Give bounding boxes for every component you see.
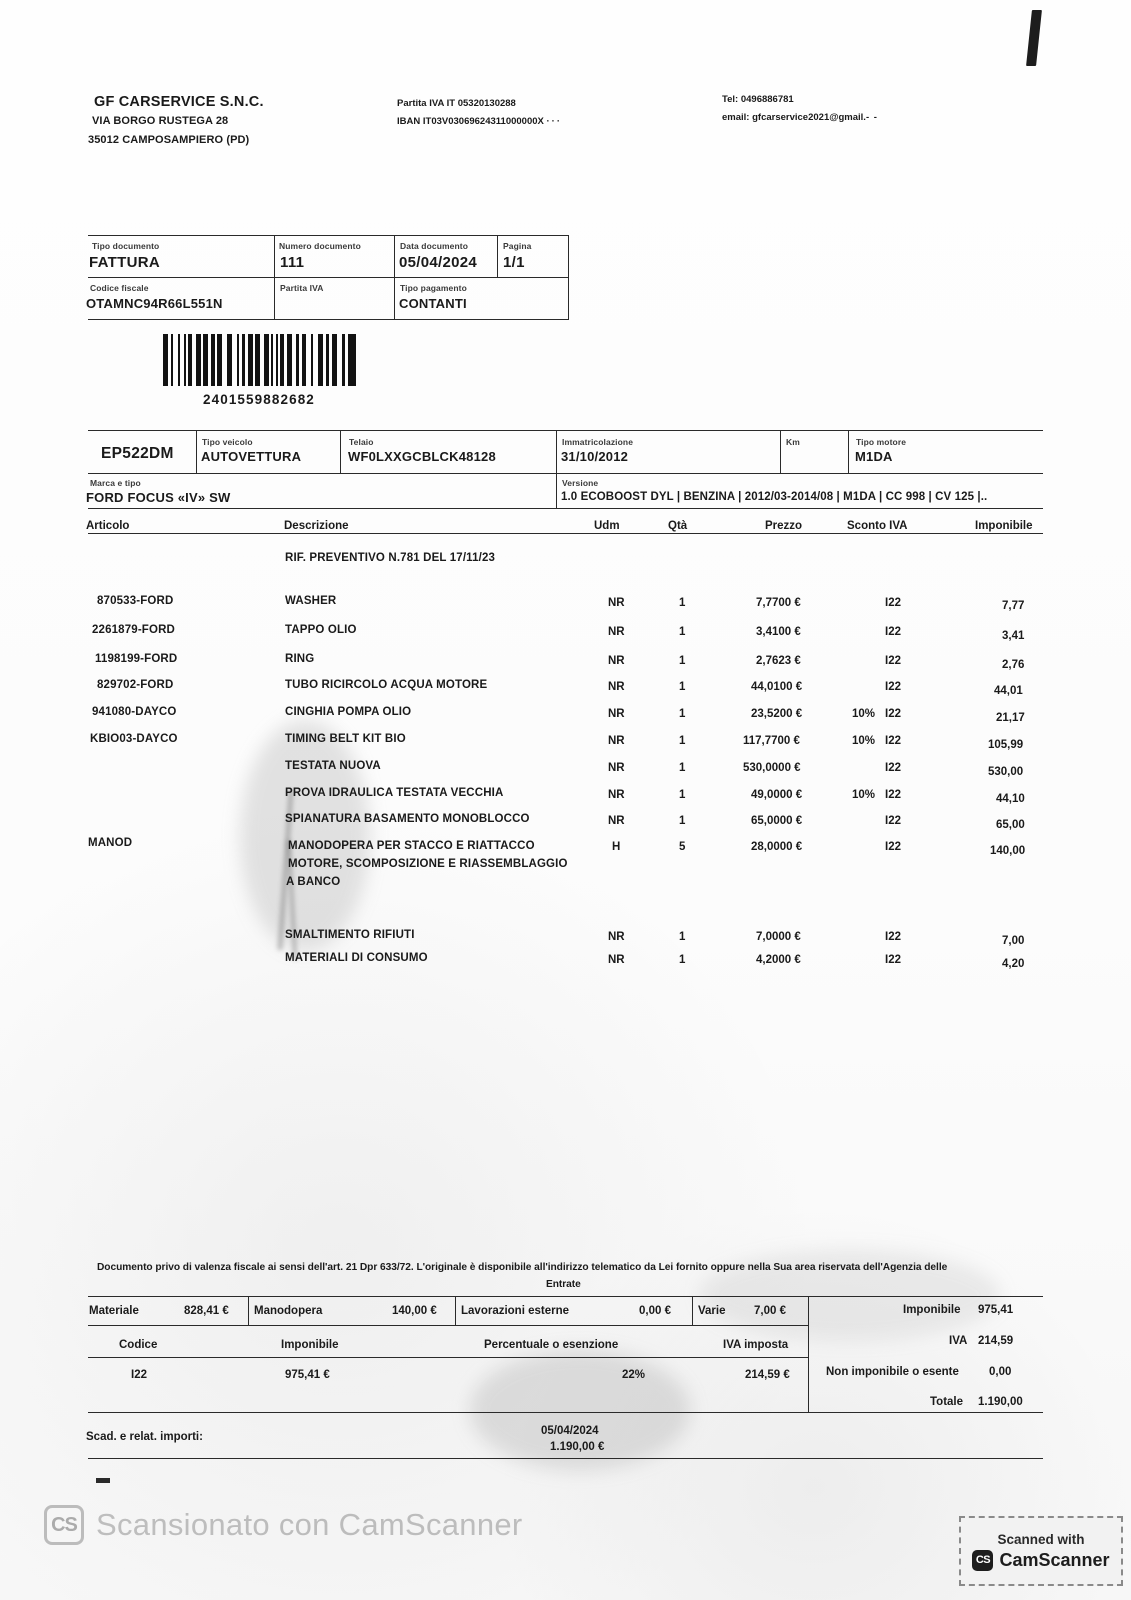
item-prezzo: 3,4100 € bbox=[756, 626, 801, 638]
tipo-motore-label: Tipo motore bbox=[856, 437, 907, 447]
tipo-veicolo-label: Tipo veicolo bbox=[202, 437, 253, 447]
tipo-motore-value: M1DA bbox=[855, 449, 893, 464]
item-articolo: 941080-DAYCO bbox=[92, 706, 177, 718]
iban-truncation-dots: ··· bbox=[546, 116, 562, 127]
item-prezzo: 23,5200 € bbox=[751, 708, 803, 720]
item-qta: 1 bbox=[679, 626, 686, 638]
item-articolo: KBIO03-DAYCO bbox=[90, 733, 178, 745]
item-imponibile: 21,17 bbox=[996, 712, 1025, 724]
vehicle-table-divider bbox=[780, 430, 781, 473]
summary-divider bbox=[692, 1296, 693, 1325]
due-bottom-border bbox=[88, 1458, 1043, 1459]
pagina-label: Pagina bbox=[503, 241, 532, 251]
labour-descrizione-line2: MOTORE, SCOMPOSIZIONE E RIASSEMBLAGGIO bbox=[288, 858, 568, 870]
item-qta: 1 bbox=[679, 954, 686, 966]
labour-imponibile: 140,00 bbox=[990, 845, 1026, 857]
marca-label: Marca e tipo bbox=[90, 478, 141, 488]
telaio-label: Telaio bbox=[349, 437, 374, 447]
codice-fiscale-value: OTAMNC94R66L551N bbox=[86, 296, 223, 311]
item-prezzo: 117,7700 € bbox=[743, 735, 800, 747]
item-imponibile: 4,20 bbox=[1002, 958, 1025, 970]
item-qta: 1 bbox=[679, 789, 686, 801]
ink-blot bbox=[96, 1478, 110, 1483]
doc-table-divider bbox=[394, 235, 395, 319]
vehicle-table-bottom-border bbox=[88, 508, 1043, 509]
item-imponibile: 2,76 bbox=[1002, 659, 1025, 671]
due-amount: 1.190,00 € bbox=[550, 1441, 605, 1453]
due-date: 05/04/2024 bbox=[541, 1425, 599, 1437]
materiale-value: 828,41 € bbox=[184, 1305, 229, 1317]
telaio-value: WF0LXXGCBLCK48128 bbox=[348, 449, 496, 464]
item-iva: I22 bbox=[885, 681, 901, 693]
item-udm: NR bbox=[608, 735, 625, 747]
company-vat-label: Partita IVA bbox=[397, 98, 444, 109]
item-articolo: 1198199-FORD bbox=[95, 653, 178, 665]
company-iban-value: IT03V03069624311000000X bbox=[422, 116, 544, 127]
item-descrizione: PROVA IDRAULICA TESTATA VECCHIA bbox=[285, 787, 504, 799]
lavorazioni-esterne-value: 0,00 € bbox=[639, 1305, 671, 1317]
item-qta: 1 bbox=[679, 762, 686, 774]
codice-fiscale-label: Codice fiscale bbox=[90, 283, 149, 293]
item-udm: NR bbox=[608, 708, 625, 720]
tipo-documento-value: FATTURA bbox=[89, 254, 160, 271]
item-iva: I22 bbox=[885, 762, 901, 774]
item-descrizione: RING bbox=[285, 653, 315, 665]
item-descrizione: WASHER bbox=[285, 595, 337, 607]
labour-descrizione-line1: MANODOPERA PER STACCO E RIATTACCO bbox=[288, 840, 535, 852]
vat-header-underline bbox=[88, 1357, 808, 1358]
item-articolo: 2261879-FORD bbox=[92, 624, 175, 636]
col-header-udm: Udm bbox=[594, 520, 620, 532]
item-imponibile: 44,01 bbox=[994, 685, 1023, 697]
vat-col-imponibile: Imponibile bbox=[281, 1339, 339, 1351]
item-udm: NR bbox=[608, 931, 625, 943]
varie-value: 7,00 € bbox=[754, 1305, 786, 1317]
item-prezzo: 4,2000 € bbox=[756, 954, 801, 966]
totals-imponibile-value: 975,41 bbox=[978, 1304, 1014, 1316]
immatricolazione-value: 31/10/2012 bbox=[561, 449, 629, 464]
item-iva: I22 bbox=[885, 626, 901, 638]
item-imponibile: 65,00 bbox=[996, 819, 1025, 831]
labour-descrizione-line3: A BANCO bbox=[286, 876, 341, 888]
vat-col-codice: Codice bbox=[119, 1339, 158, 1351]
company-iban-label: IBAN bbox=[397, 116, 421, 127]
item-iva: I22 bbox=[885, 815, 901, 827]
varie-label: Varie bbox=[698, 1305, 726, 1317]
vat-col-iva-imposta: IVA imposta bbox=[723, 1339, 789, 1351]
materiale-label: Materiale bbox=[89, 1305, 139, 1317]
item-udm: NR bbox=[608, 655, 625, 667]
item-qta: 1 bbox=[679, 708, 686, 720]
page-corner-mark bbox=[1026, 10, 1042, 66]
item-qta: 1 bbox=[679, 735, 686, 747]
item-sconto: 10% bbox=[852, 735, 876, 747]
item-udm: NR bbox=[608, 762, 625, 774]
item-articolo: 870533-FORD bbox=[97, 595, 174, 607]
item-descrizione: SPIANATURA BASAMENTO MONOBLOCCO bbox=[285, 813, 530, 825]
marca-value: FORD FOCUS «IV» SW bbox=[86, 490, 231, 505]
items-header-underline bbox=[88, 533, 1043, 534]
item-qta: 1 bbox=[679, 815, 686, 827]
item-udm: NR bbox=[608, 789, 625, 801]
item-iva: I22 bbox=[885, 789, 901, 801]
camscanner-watermark bbox=[44, 1505, 523, 1545]
vat-row-codice: I22 bbox=[131, 1369, 147, 1381]
item-descrizione: SMALTIMENTO RIFIUTI bbox=[285, 929, 415, 941]
company-address: VIA BORGO RUSTEGA 28 bbox=[92, 115, 229, 127]
item-udm: NR bbox=[608, 626, 625, 638]
legal-note-line1: Documento privo di valenza fiscale ai sensi dell'art. 21 Dpr 633/72. L'originale è disponibile all'indirizzo telematico da Lei fornito oppure nella Sua area riservata dell'Agenzia delle bbox=[97, 1262, 948, 1273]
item-qta: 1 bbox=[679, 655, 686, 667]
item-iva: I22 bbox=[885, 954, 901, 966]
item-prezzo: 2,7623 € bbox=[756, 655, 801, 667]
item-udm: NR bbox=[608, 597, 625, 609]
doc-table-divider bbox=[497, 235, 498, 277]
versione-value: 1.0 ECOBOOST DYL | BENZINA | 2012/03-2014/08 | M1DA | CC 998 | CV 125 |.. bbox=[561, 491, 988, 503]
totals-imponibile-label: Imponibile bbox=[903, 1304, 961, 1316]
company-iban bbox=[397, 116, 562, 128]
vehicle-table-divider bbox=[848, 430, 849, 473]
camscanner-logo-icon: CS bbox=[44, 1505, 84, 1545]
company-vat bbox=[397, 98, 516, 110]
totals-iva-value: 214,59 bbox=[978, 1335, 1014, 1347]
versione-label: Versione bbox=[562, 478, 599, 488]
item-prezzo: 44,0100 € bbox=[751, 681, 803, 693]
company-tel: Tel: 0496886781 bbox=[722, 94, 794, 105]
col-header-articolo: Articolo bbox=[86, 520, 130, 532]
camscanner-badge-name: CamScanner bbox=[999, 1549, 1110, 1570]
item-articolo: 829702-FORD bbox=[97, 679, 174, 691]
tipo-documento-label: Tipo documento bbox=[92, 241, 160, 251]
col-header-prezzo: Prezzo bbox=[765, 520, 803, 532]
vat-col-percentuale: Percentuale o esenzione bbox=[484, 1339, 619, 1351]
item-descrizione: TUBO RICIRCOLO ACQUA MOTORE bbox=[285, 679, 488, 691]
vat-table-bottom-border bbox=[88, 1412, 1043, 1413]
item-descrizione: TESTATA NUOVA bbox=[285, 760, 381, 772]
pagina-value: 1/1 bbox=[503, 254, 525, 271]
company-email-value: gfcarservice2021@gmail. bbox=[752, 112, 866, 123]
item-qta: 1 bbox=[679, 931, 686, 943]
camscanner-badge bbox=[959, 1516, 1123, 1586]
preventivo-reference: RIF. PREVENTIVO N.781 DEL 17/11/23 bbox=[285, 552, 496, 564]
km-label: Km bbox=[786, 437, 800, 447]
col-header-qta: Qtà bbox=[668, 520, 688, 532]
summary-divider bbox=[455, 1296, 456, 1325]
camscanner-badge-icon: CS bbox=[972, 1550, 993, 1571]
immatricolazione-label: Immatricolazione bbox=[562, 437, 634, 447]
item-prezzo: 7,7700 € bbox=[756, 597, 801, 609]
vehicle-plate: EP522DM bbox=[101, 445, 174, 462]
item-sconto: 10% bbox=[852, 789, 876, 801]
totals-totale-value: 1.190,00 bbox=[978, 1396, 1023, 1408]
legal-note-line2: Entrate bbox=[546, 1279, 581, 1290]
item-iva: I22 bbox=[885, 931, 901, 943]
manodopera-label: Manodopera bbox=[254, 1305, 323, 1317]
numero-documento-value: 111 bbox=[280, 254, 305, 271]
item-iva: I22 bbox=[885, 597, 901, 609]
company-email: email: gfcarservice2021@gmail.- - bbox=[722, 112, 878, 123]
item-prezzo: 7,0000 € bbox=[756, 931, 801, 943]
item-sconto: 10% bbox=[852, 708, 876, 720]
item-prezzo: 65,0000 € bbox=[751, 815, 803, 827]
item-descrizione: TIMING BELT KIT BIO bbox=[285, 733, 406, 745]
vehicle-table-top-border bbox=[88, 430, 1043, 431]
totals-totale-label: Totale bbox=[930, 1396, 964, 1408]
item-prezzo: 530,0000 € bbox=[743, 762, 801, 774]
scan-smudge bbox=[240, 720, 370, 950]
item-iva: I22 bbox=[885, 655, 901, 667]
company-tel-label: Tel bbox=[722, 94, 736, 105]
item-udm: NR bbox=[608, 954, 625, 966]
company-name: GF CARSERVICE S.N.C. bbox=[94, 94, 264, 110]
labour-prezzo: 28,0000 € bbox=[751, 841, 803, 853]
item-imponibile: 3,41 bbox=[1002, 630, 1025, 642]
tipo-pagamento-label: Tipo pagamento bbox=[400, 283, 467, 293]
company-city: 35012 CAMPOSAMPIERO (PD) bbox=[88, 134, 250, 146]
summary-divider bbox=[808, 1296, 809, 1412]
partita-iva-label: Partita IVA bbox=[280, 283, 324, 293]
labour-udm: H bbox=[612, 841, 621, 853]
col-header-sconto-iva: Sconto IVA bbox=[847, 520, 908, 532]
labour-qta: 5 bbox=[679, 841, 686, 853]
item-imponibile: 530,00 bbox=[988, 766, 1024, 778]
lavorazioni-esterne-label: Lavorazioni esterne bbox=[461, 1305, 570, 1317]
company-vat-value: IT 05320130288 bbox=[446, 98, 516, 109]
camscanner-badge-line1: Scanned with bbox=[997, 1531, 1085, 1547]
item-qta: 1 bbox=[679, 597, 686, 609]
vat-row-percentuale: 22% bbox=[622, 1369, 646, 1381]
item-imponibile: 7,77 bbox=[1002, 600, 1025, 612]
vehicle-table-mid-border bbox=[88, 473, 1043, 474]
item-udm: NR bbox=[608, 681, 625, 693]
tipo-veicolo-value: AUTOVETTURA bbox=[201, 449, 302, 464]
barcode-number: 2401559882682 bbox=[203, 392, 315, 407]
vehicle-table-divider bbox=[556, 430, 557, 508]
item-prezzo: 49,0000 € bbox=[751, 789, 803, 801]
totals-non-imponibile-label: Non imponibile o esente bbox=[826, 1366, 959, 1378]
document-barcode bbox=[163, 334, 356, 386]
numero-documento-label: Numero documento bbox=[279, 241, 361, 251]
item-iva: I22 bbox=[885, 735, 901, 747]
summary-bottom-border bbox=[88, 1325, 808, 1326]
company-email-label: email bbox=[722, 112, 747, 123]
item-qta: 1 bbox=[679, 681, 686, 693]
due-label: Scad. e relat. importi: bbox=[86, 1431, 203, 1443]
doc-table-divider bbox=[274, 235, 275, 319]
item-imponibile: 7,00 bbox=[1002, 935, 1025, 947]
labour-articolo: MANOD bbox=[88, 837, 133, 849]
company-tel-value: 0496886781 bbox=[740, 94, 794, 105]
vat-row-imponibile: 975,41 € bbox=[285, 1369, 330, 1381]
item-imponibile: 44,10 bbox=[996, 793, 1025, 805]
doc-table-right-border bbox=[568, 235, 569, 319]
summary-top-border bbox=[88, 1296, 1043, 1297]
data-documento-value: 05/04/2024 bbox=[399, 254, 478, 271]
totals-iva-label: IVA bbox=[949, 1335, 968, 1347]
item-descrizione: TAPPO OLIO bbox=[285, 624, 357, 636]
col-header-imponibile: Imponibile bbox=[975, 520, 1033, 532]
camscanner-badge-brand bbox=[972, 1550, 1109, 1571]
data-documento-label: Data documento bbox=[400, 241, 468, 251]
item-descrizione: CINGHIA POMPA OLIO bbox=[285, 706, 412, 718]
doc-table-mid-border bbox=[88, 277, 569, 278]
doc-table-bottom-border bbox=[88, 319, 569, 320]
camscanner-watermark-text: Scansionato con CamScanner bbox=[96, 1507, 523, 1542]
tipo-pagamento-value: CONTANTI bbox=[399, 296, 467, 311]
item-descrizione: MATERIALI DI CONSUMO bbox=[285, 952, 428, 964]
summary-divider bbox=[248, 1296, 249, 1325]
vat-row-iva-imposta: 214,59 € bbox=[745, 1369, 790, 1381]
vehicle-table-divider bbox=[196, 430, 197, 473]
item-udm: NR bbox=[608, 815, 625, 827]
totals-non-imponibile-value: 0,00 bbox=[989, 1366, 1012, 1378]
manodopera-value: 140,00 € bbox=[392, 1305, 437, 1317]
item-iva: I22 bbox=[885, 708, 901, 720]
vehicle-table-divider bbox=[340, 430, 341, 473]
col-header-descrizione: Descrizione bbox=[284, 520, 349, 532]
item-imponibile: 105,99 bbox=[988, 739, 1024, 751]
labour-iva: I22 bbox=[885, 841, 901, 853]
